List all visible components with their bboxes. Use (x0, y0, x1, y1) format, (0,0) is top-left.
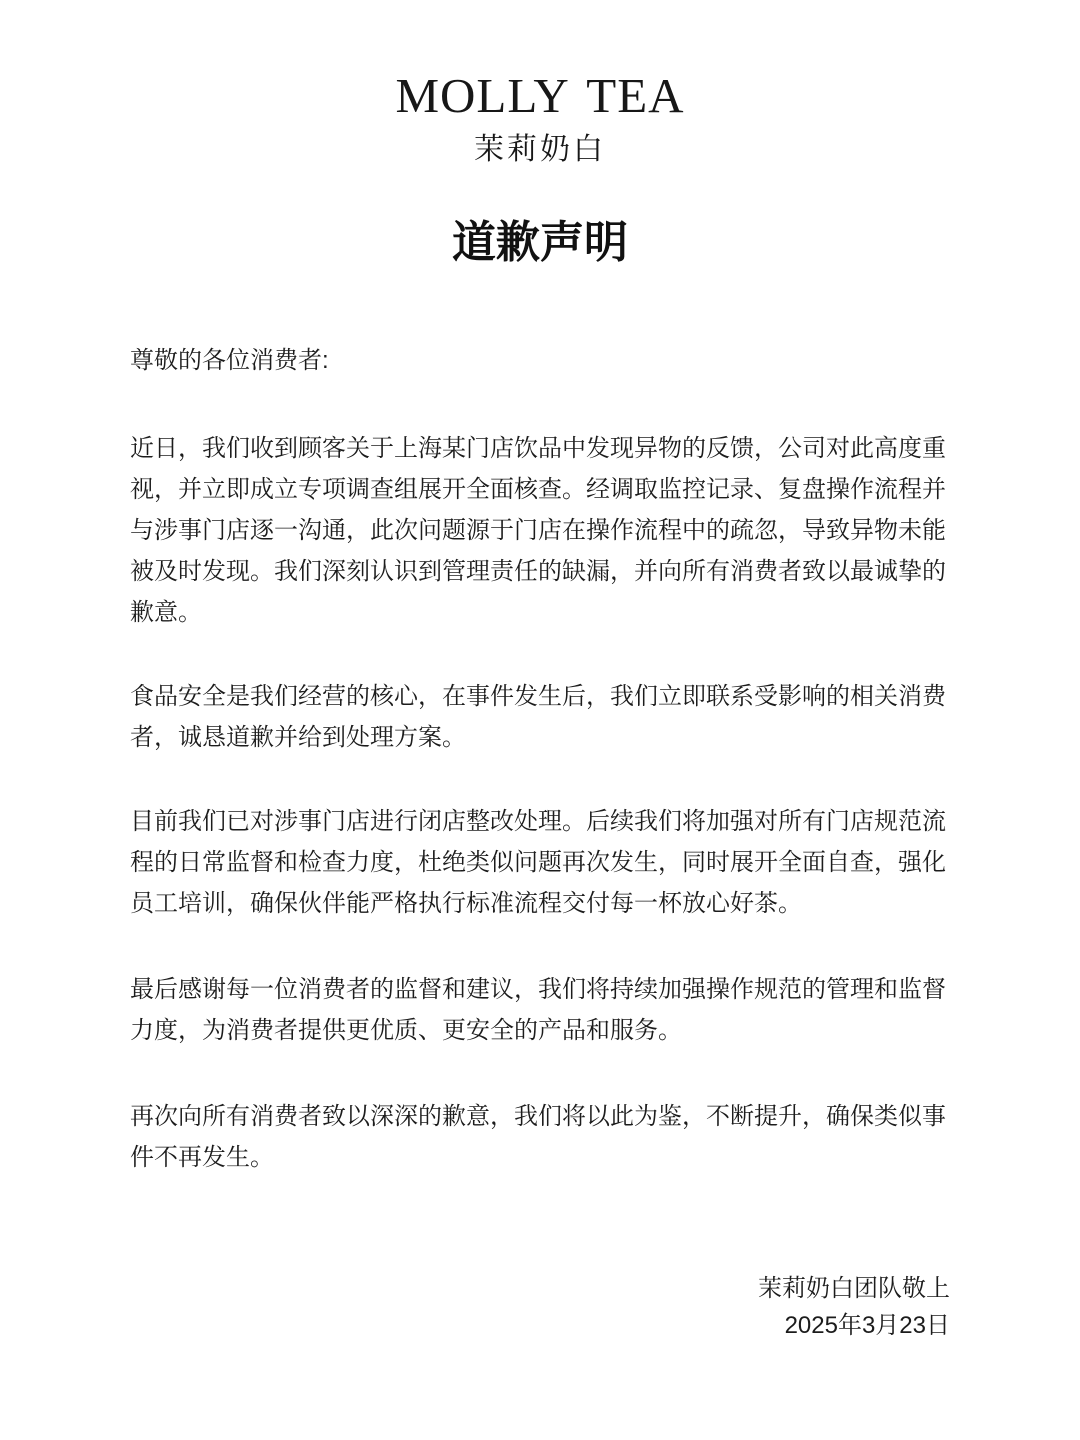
paragraph-reapology: 再次向所有消费者致以深深的歉意，我们将以此为鉴，不断提升，确保类似事件不再发生。 (130, 1103, 946, 1171)
page-title: 道歉声明 (452, 218, 628, 267)
signature-block (130, 1270, 950, 1344)
signature-date: 2025年3月23日 (784, 1312, 950, 1339)
paragraph-food-safety: 食品安全是我们经营的核心，在事件发生后，我们立即联系受影响的相关消费者，诚恳道歉并给到处理方案。 (130, 683, 946, 751)
signature-signoff: 茉莉奶白团队敬上 (758, 1275, 950, 1302)
brand-logo-english: MOLLY TEA (395, 68, 685, 123)
paragraph-thanks: 最后感谢每一位消费者的监督和建议，我们将持续加强操作规范的管理和监督力度，为消费者提供更优质、更安全的产品和服务。 (130, 976, 946, 1044)
paragraph-rectification: 目前我们已对涉事门店进行闭店整改处理。后续我们将加强对所有门店规范流程的日常监督和检查力度，杜绝类似问题再次发生，同时展开全面自查，强化员工培训，确保伙伴能严格执行标准流程交付每一杯放心好茶。 (130, 808, 946, 917)
salutation: 尊敬的各位消费者: (130, 347, 329, 374)
paragraph-incident: 近日，我们收到顾客关于上海某门店饮品中发现异物的反馈，公司对此高度重视，并立即成立专项调查组展开全面核查。经调取监控记录、复盘操作流程并与涉事门店逐一沟通，此次问题源于门店在操作流程中的疏忽，导致异物未能被及时发现。我们深刻认识到管理责任的缺漏，并向所有消费者致以最诚挚的歉意。 (130, 435, 946, 626)
brand-logo-chinese: 茉莉奶白 (474, 133, 606, 166)
letter-body (130, 340, 950, 1344)
